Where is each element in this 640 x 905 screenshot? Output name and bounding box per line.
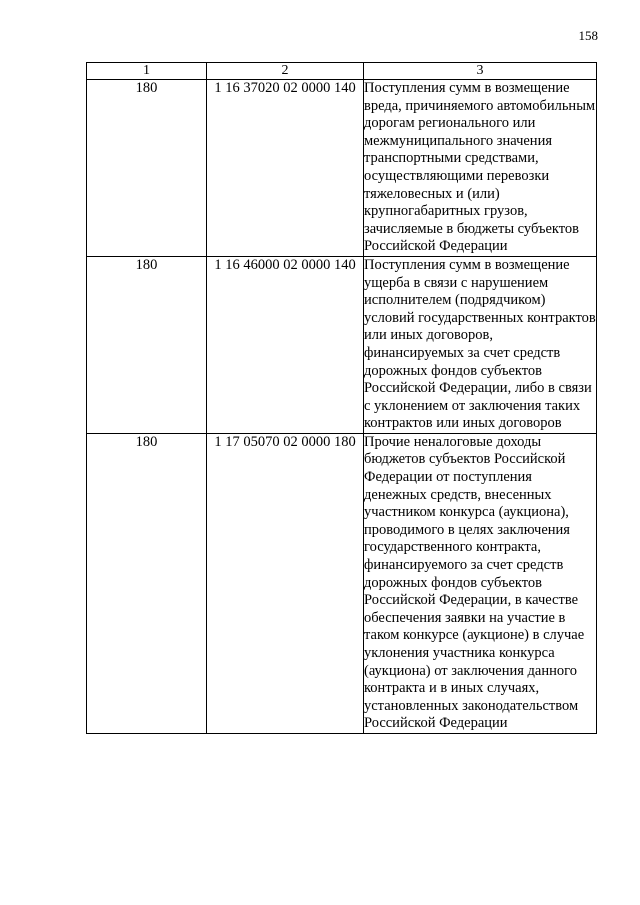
column-header-3: 3 — [364, 63, 597, 80]
revenue-codes-table — [86, 62, 597, 734]
table-row — [87, 256, 597, 433]
revenue-description-cell: Поступления сумм в возмещение ущерба в связи с нарушением исполнителем (подрядчиком) условий государственных контрактов или иных договоров, финансируемых за счет средств дорожных фондов субъектов Российской Федерации, либо в связи с уклонением от заключения таких контрактов или иных договоров — [364, 256, 597, 433]
column-header-1: 1 — [87, 63, 207, 80]
revenue-description-cell: Прочие неналоговые доходы бюджетов субъектов Российской Федерации от поступления денежных средств, внесенных участником конкурса (аукциона), проводимого в целях заключения государственного контракта, финансируемого за счет средств дорожных фондов субъектов Российской Федерации, в качестве обеспечения заявки на участие в таком конкурсе (аукционе) в случае уклонения участника конкурса (аукциона) от заключения данного контракта и в иных случаях, установленных законодательством Российской Федерации — [364, 433, 597, 733]
administrator-code-cell: 180 — [87, 433, 207, 733]
table-row — [87, 80, 597, 257]
table-header-row — [87, 63, 597, 80]
budget-classification-code-cell: 1 16 46000 02 0000 140 — [207, 256, 364, 433]
administrator-code-cell: 180 — [87, 256, 207, 433]
page-number: 158 — [578, 28, 598, 43]
table-row — [87, 433, 597, 733]
administrator-code-cell: 180 — [87, 80, 207, 257]
column-header-2: 2 — [207, 63, 364, 80]
budget-classification-code-cell: 1 16 37020 02 0000 140 — [207, 80, 364, 257]
revenue-description-cell: Поступления сумм в возмещение вреда, причиняемого автомобильным дорогам регионального или межмуниципального значения транспортными средствами, осуществляющими перевозки тяжеловесных и (или) крупногабаритных грузов, зачисляемые в бюджеты субъектов Российской Федерации — [364, 80, 597, 257]
budget-classification-code-cell: 1 17 05070 02 0000 180 — [207, 433, 364, 733]
